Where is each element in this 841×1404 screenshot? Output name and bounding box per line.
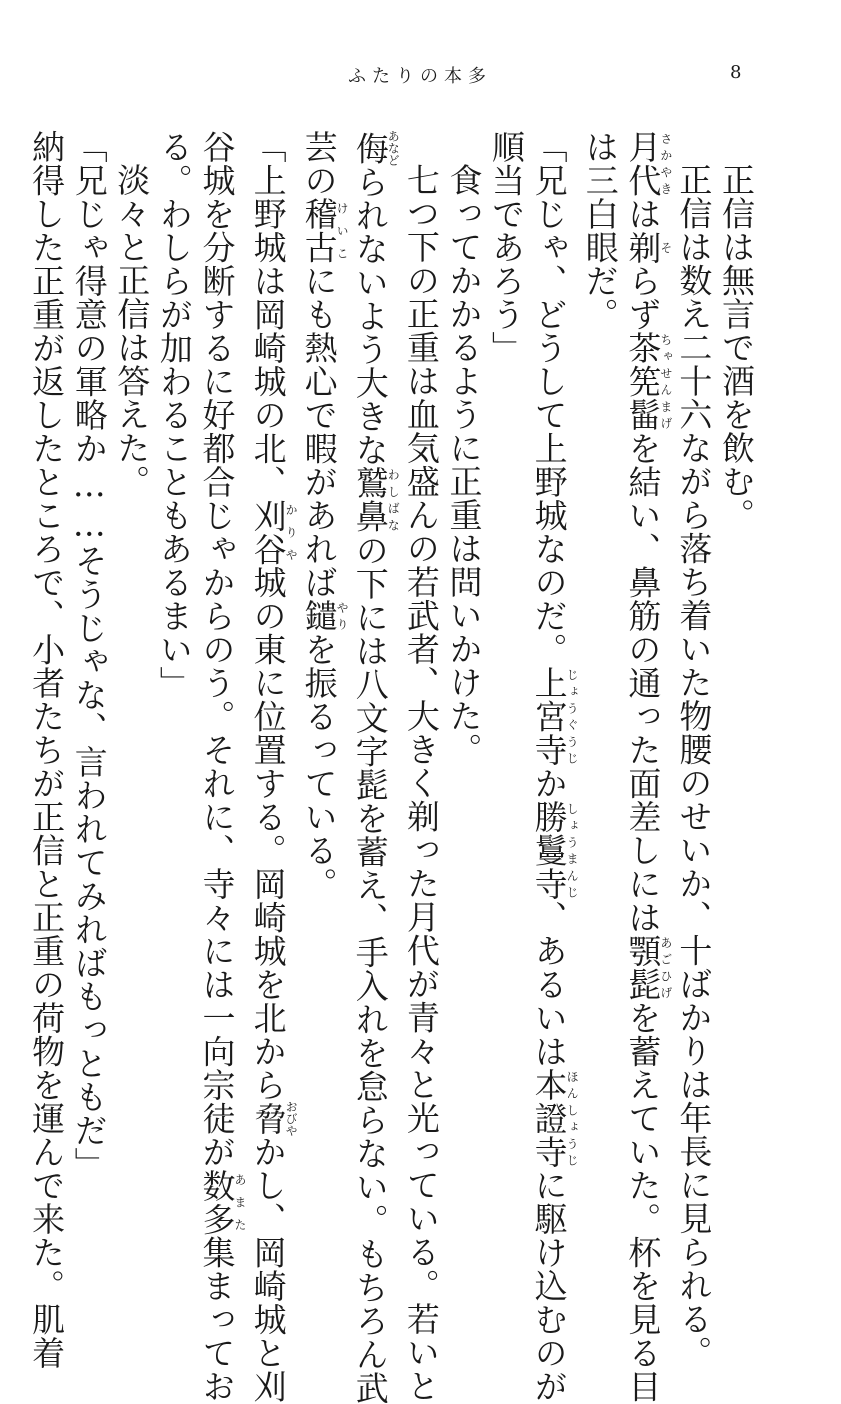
text-line: 食ってかかるように正重は問いかけた。 [444,163,484,766]
text-line: 正信は無言で酒を飲む。 [717,163,756,532]
text-line: 淡々と正信は答えた。 [112,163,152,498]
text-line: る。わしらが加わることもあるまい」 [154,130,194,700]
text-line: 侮あなどられないよう大きな鷲鼻わしばなの下には八文字髭を蓄え、手入れを怠らない。もちろん武 [350,130,401,1404]
text-line: 「上野城は岡崎城の北、刈谷かりや城の東に位置する。岡崎城を北から脅おびやかし、岡崎城と刈 [248,130,299,1403]
text-line: 七つ下の正重は血気盛んの若武者、大きく剃った月代が青々と光っている。若いと [401,163,441,1403]
text-line: 谷城を分断するに好都合じゃからのう。それに、寺々には一向宗徒が数多あまた集まってお [197,130,247,1403]
text-line: は三白眼だ。 [580,130,620,331]
text-line: 納得した正重が返したところで、小者たちが正信と正重の荷物を運んで来た。肌着 [27,130,67,1370]
page-number: 8 [730,62,742,83]
running-title: ふたりの本多 [348,66,492,87]
text-line: 月代さかやきは剃そらず茶筅髷ちゃせんまげを結い、鼻筋の通った面差しには顎髭あごひげを蓄えていた。杯を見る目 [623,130,673,1403]
vertical-body-text [27,130,757,1404]
text-line: 芸の稽古けいこにも熱心で暇があれば鑓やりを振るっている。 [299,130,350,901]
text-line: 正信は数え二十六ながら落ち着いた物腰のせいか、十ばかりは年長に見られる。 [674,163,714,1369]
text-line: 「兄じゃ得意の軍略か……そうじゃな、言われてみればもっともだ」 [69,130,109,1181]
text-line: 順当であろう」 [487,130,527,365]
text-line: 「兄じゃ、どうして上野城なのだ。上宮寺じょうぐうじか勝鬘寺しょうまんじ、あるいは本證寺ほんしょうじに駆け込むのが [529,130,580,1403]
